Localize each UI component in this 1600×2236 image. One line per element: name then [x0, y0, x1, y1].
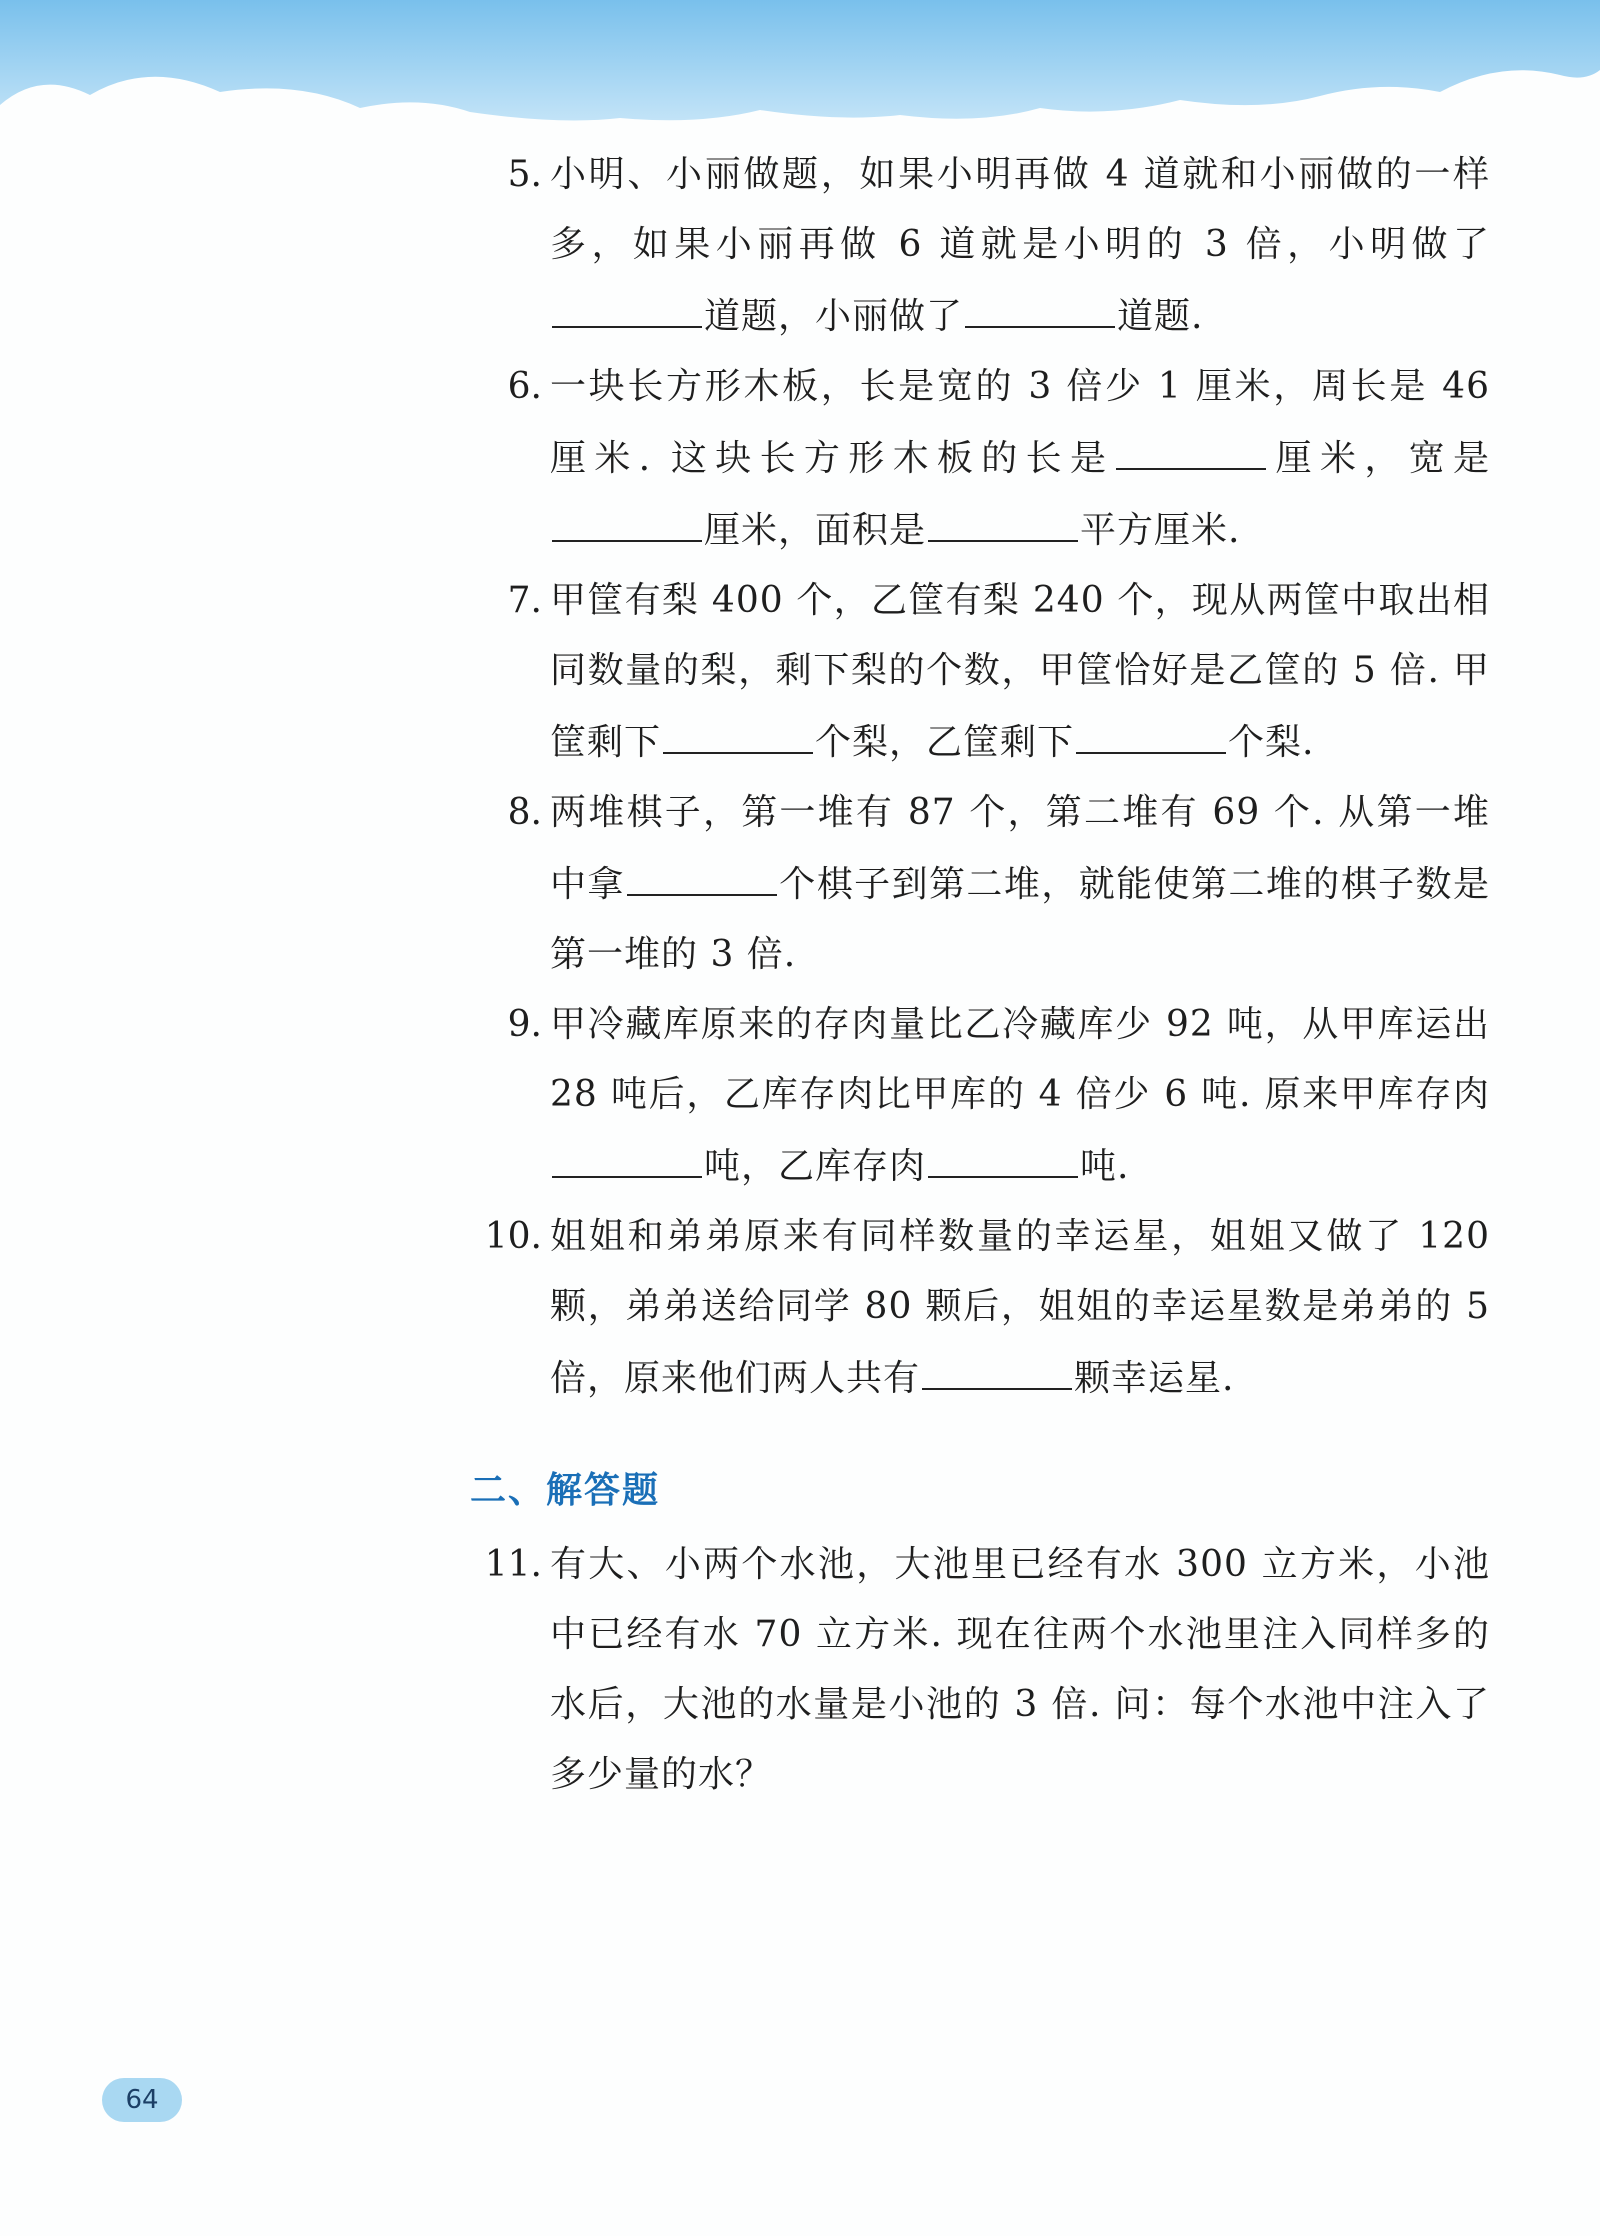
problem-item: [470, 990, 1490, 1202]
problem-text-segment: 两堆棋子，第一堆有 87 个，第二堆有 69 个. 从第一堆中拿: [550, 792, 1490, 905]
problem-item: [470, 566, 1490, 778]
answer-blank[interactable]: [552, 280, 702, 328]
problem-text-segment: 道题.: [1117, 296, 1204, 337]
header-cloud-banner: [0, 0, 1600, 150]
problem-text: [550, 566, 1490, 778]
problem-number: 6.: [507, 366, 542, 407]
problem-number: 10.: [484, 1216, 542, 1257]
problem-text-segment: 平方厘米.: [1080, 510, 1241, 551]
problem-text-segment: 小明、小丽做题，如果小明再做 4 道就和小丽做的一样多，如果小丽再做 6 道就是小明的 3 倍，小明做了: [550, 154, 1490, 265]
answer-blank[interactable]: [552, 1130, 702, 1178]
problem-text-segment: 甲冷藏库原来的存肉量比乙冷藏库少 92 吨，从甲库运出 28 吨后，乙库存肉比甲库的 4 倍少 6 吨. 原来甲库存肉: [550, 1004, 1490, 1115]
problem-number: 7.: [507, 580, 542, 621]
problem-number: 11.: [484, 1544, 542, 1585]
problem-text-segment: 个棋子到第二堆，就能使第二堆的棋子数是第一堆的 3 倍.: [550, 864, 1490, 975]
problem-text-segment: 吨.: [1080, 1146, 1130, 1187]
problem-text: [550, 352, 1490, 566]
problem-text: [550, 1202, 1490, 1414]
problem-number: 5.: [507, 154, 542, 195]
answer-blank[interactable]: [965, 280, 1115, 328]
answer-blank[interactable]: [928, 1130, 1078, 1178]
problem-text-segment: 道题，小丽做了: [704, 296, 964, 337]
problem-text-segment: 个梨.: [1228, 722, 1315, 763]
problem-item: [470, 352, 1490, 566]
problem-11: [470, 1530, 1490, 1810]
answer-blank[interactable]: [627, 848, 777, 896]
answer-blank[interactable]: [1076, 706, 1226, 754]
problem-text: [550, 778, 1490, 990]
problem-text-segment: 厘米，宽是: [1268, 438, 1490, 479]
answer-blank[interactable]: [663, 706, 813, 754]
problem-number: 9.: [507, 1004, 542, 1045]
answer-blank[interactable]: [552, 494, 702, 542]
problem-number: 8.: [507, 792, 542, 833]
fill-in-problems: [470, 140, 1490, 1414]
answer-problems: [470, 1530, 1490, 1810]
problem-text-segment: 个梨，乙筐剩下: [815, 722, 1075, 763]
problem-text-segment: 吨，乙库存肉: [704, 1146, 927, 1187]
problem-text: [550, 140, 1490, 352]
problem-item: [470, 778, 1490, 990]
problem-text-segment: 厘米，面积是: [704, 510, 927, 551]
problem-text-segment: 甲筐有梨 400 个，乙筐有梨 240 个，现从两筐中取出相同数量的梨，剩下梨的个数，甲筐恰好是乙筐的 5 倍. 甲筐剩下: [550, 580, 1490, 763]
page-number-badge: 64: [102, 2078, 182, 2122]
answer-blank[interactable]: [922, 1342, 1072, 1390]
problem-text: 有大、小两个水池，大池里已经有水 300 立方米，小池中已经有水 70 立方米. 现在往两个水池里注入同样多的水后，大池的水量是小池的 3 倍. 问：每个水池中注入了多少量的水？: [550, 1544, 1490, 1795]
problem-item: [470, 140, 1490, 352]
problem-text-segment: 一块长方形木板，长是宽的 3 倍少 1 厘米，周长是 46 厘米. 这块长方形木板的长是: [550, 366, 1490, 479]
problem-item: [470, 1202, 1490, 1414]
section-title: 二、解答题: [470, 1470, 661, 1511]
problem-text-segment: 颗幸运星.: [1074, 1358, 1235, 1399]
problem-text-segment: 姐姐和弟弟原来有同样数量的幸运星，姐姐又做了 120 颗，弟弟送给同学 80 颗后，姐姐的幸运星数是弟弟的 5 倍，原来他们两人共有: [550, 1216, 1490, 1399]
problem-text: [550, 990, 1490, 1202]
answer-blank[interactable]: [1116, 422, 1266, 470]
answer-blank[interactable]: [928, 494, 1078, 542]
